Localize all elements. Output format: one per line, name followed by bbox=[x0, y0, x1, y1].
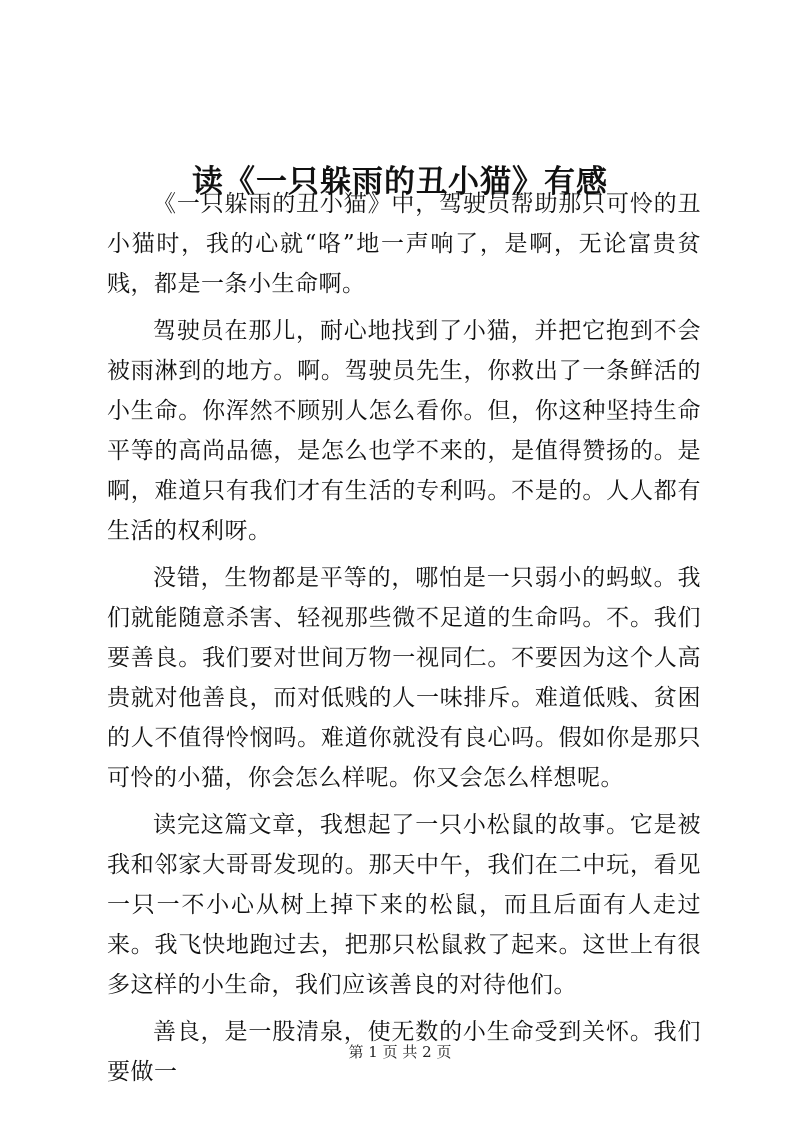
paragraph-2: 驾驶员在那儿，耐心地找到了小猫，并把它抱到不会被雨淋到的地方。啊。驾驶员先生，你救出了一条鲜活的小生命。你浑然不顾别人怎么看你。但，你这种坚持生命平等的高尚品德，是怎么也学不来的，是值得赞扬的。是啊，难道只有我们才有生活的专利吗。不是的。人人都有生活的权利呀。 bbox=[107, 318, 701, 544]
paragraph-3: 没错，生物都是平等的，哪怕是一只弱小的蚂蚁。我们就能随意杀害、轻视那些微不足道的生命吗。不。我们要善良。我们要对世间万物一视同仁。不要因为这个人高贵就对他善良，而对低贱的人一味排斥。难道低贱、贫困的人不值得怜悯吗。难道你就没有良心吗。假如你是那只可怜的小猫，你会怎么样呢。你又会怎么样想呢。 bbox=[107, 565, 701, 791]
paragraph-4: 读完这篇文章，我想起了一只小松鼠的故事。它是被我和邻家大哥哥发现的。那天中午，我们在二中玩，看见一只一不小心从树上掉下来的松鼠，而且后面有人走过来。我飞快地跑过去，把那只松鼠救了起来。这世上有很多这样的小生命，我们应该善良的对待他们。 bbox=[107, 812, 701, 998]
document-title: 读《一只躲雨的丑小猫》有感 bbox=[192, 163, 608, 200]
document-body bbox=[107, 184, 701, 1092]
paragraph-1: 《一只躲雨的丑小猫》中，驾驶员帮助那只可怜的丑小猫时，我的心就“咯”地一声响了，是啊，无论富贵贫贱，都是一条小生命啊。 bbox=[107, 191, 701, 297]
paragraph-5: 善良，是一股清泉，使无数的小生命受到关怀。我们要做一 bbox=[107, 1019, 701, 1085]
page-footer: 第 1 页 共 2 页 bbox=[348, 1043, 452, 1061]
